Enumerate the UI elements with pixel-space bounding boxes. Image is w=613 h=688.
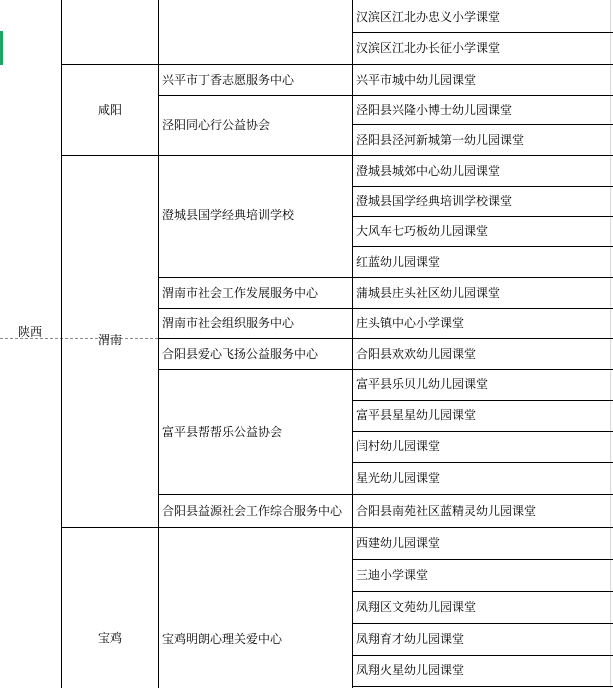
classroom-cell[interactable]: [356, 72, 476, 88]
org-cell[interactable]: [162, 72, 294, 88]
row-border: [158, 277, 613, 278]
column-border: [158, 0, 159, 688]
classroom-cell[interactable]: [356, 163, 500, 179]
classroom-label: 星光幼儿园课堂: [356, 471, 441, 485]
classroom-cell[interactable]: [356, 132, 524, 148]
row-border: [352, 216, 613, 217]
row-border: [352, 400, 613, 401]
classroom-cell[interactable]: [356, 254, 440, 270]
row-border: [352, 32, 613, 33]
row-border: [352, 655, 613, 656]
classroom-cell[interactable]: [356, 407, 476, 423]
classroom-label: 凤翔区文苑幼儿园课堂: [356, 600, 477, 614]
province-cell[interactable]: [18, 322, 42, 342]
row-border: [352, 186, 613, 187]
classroom-cell[interactable]: [356, 40, 500, 56]
classroom-label: 合阳县南苑社区蓝精灵幼儿园课堂: [356, 504, 537, 518]
row-border: [352, 462, 613, 463]
org-label: 富平县帮帮乐公益协会: [162, 425, 283, 439]
gridline: [610, 0, 611, 688]
city-label: 咸阳: [98, 103, 123, 117]
org-label: 泾阳同心行公益协会: [162, 118, 271, 132]
classroom-label: 西建幼儿园课堂: [356, 536, 441, 550]
classroom-label: 凤翔育才幼儿园课堂: [356, 632, 465, 646]
row-border: [158, 369, 613, 370]
classroom-cell[interactable]: [356, 9, 500, 25]
row-border: [352, 246, 613, 247]
classroom-label: 庄头镇中心小学课堂: [356, 316, 465, 330]
classroom-cell[interactable]: [356, 567, 428, 583]
column-border: [352, 0, 353, 688]
province-label: 陕西: [18, 325, 43, 339]
row-border: [61, 527, 613, 528]
classroom-label: 泾阳县兴隆小博士幼儿园课堂: [356, 103, 513, 117]
org-cell[interactable]: [162, 315, 294, 331]
classroom-label: 富平县星星幼儿园课堂: [356, 408, 477, 422]
row-border: [352, 591, 613, 592]
classroom-label: 澄城县国学经典培训学校课堂: [356, 194, 513, 208]
classroom-label: 兴平市城中幼儿园课堂: [356, 73, 477, 87]
row-border: [158, 95, 613, 96]
row-border: [158, 494, 613, 495]
org-cell[interactable]: [162, 207, 294, 223]
row-border: [158, 308, 613, 309]
classroom-label: 三迪小学课堂: [356, 568, 429, 582]
org-cell[interactable]: [162, 285, 318, 301]
row-border: [352, 623, 613, 624]
classroom-cell[interactable]: [356, 503, 536, 519]
city-cell[interactable]: [98, 331, 122, 349]
classroom-cell[interactable]: [356, 193, 512, 209]
city-label: 宝鸡: [98, 631, 123, 645]
org-label: 合阳县爱心飞扬公益服务中心: [162, 347, 319, 361]
row-border: [158, 338, 613, 339]
classroom-cell[interactable]: [356, 470, 440, 486]
city-cell[interactable]: [98, 629, 122, 647]
row-border: [352, 431, 613, 432]
classroom-cell[interactable]: [356, 631, 464, 647]
classroom-cell[interactable]: [356, 102, 512, 118]
org-cell[interactable]: [162, 631, 282, 647]
city-label: 渭南: [98, 333, 123, 347]
org-label: 澄城县国学经典培训学校: [162, 208, 295, 222]
classroom-cell[interactable]: [356, 223, 488, 239]
org-label: 渭南市社会工作发展服务中心: [162, 286, 319, 300]
classroom-cell[interactable]: [356, 346, 476, 362]
org-cell[interactable]: [162, 424, 282, 440]
classroom-label: 泾阳县泾河新城第一幼儿园课堂: [356, 133, 525, 147]
classroom-cell[interactable]: [356, 438, 440, 454]
classroom-label: 汉滨区江北办长征小学课堂: [356, 41, 501, 55]
org-label: 合阳县益源社会工作综合服务中心: [162, 503, 343, 518]
row-border: [61, 155, 613, 156]
row-border: [352, 686, 613, 687]
classroom-label: 凤翔火星幼儿园课堂: [356, 663, 465, 677]
classroom-cell[interactable]: [356, 315, 464, 331]
org-label: 兴平市丁香志愿服务中心: [162, 73, 295, 87]
row-border: [352, 124, 613, 125]
classroom-label: 蒲城县庄头社区幼儿园课堂: [356, 286, 501, 300]
classroom-cell[interactable]: [356, 376, 488, 392]
classroom-label: 合阳县欢欢幼儿园课堂: [356, 347, 477, 361]
org-label: 宝鸡明朗心理关爱中心: [162, 632, 283, 646]
org-cell[interactable]: [162, 346, 318, 362]
classroom-cell[interactable]: [356, 285, 500, 301]
row-border: [61, 64, 613, 65]
selection-indicator: [0, 31, 3, 65]
org-label: 渭南市社会组织服务中心: [162, 316, 295, 330]
classroom-cell[interactable]: [356, 599, 476, 615]
org-cell[interactable]: [162, 496, 348, 526]
classroom-cell[interactable]: [356, 535, 440, 551]
classroom-cell[interactable]: [356, 662, 464, 678]
classroom-label: 红蓝幼儿园课堂: [356, 255, 441, 269]
classroom-label: 闫村幼儿园课堂: [356, 439, 441, 453]
org-cell[interactable]: [162, 117, 270, 133]
column-border: [61, 0, 62, 688]
classroom-label: 澄城县城郊中心幼儿园课堂: [356, 164, 501, 178]
classroom-label: 富平县乐贝儿幼儿园课堂: [356, 377, 489, 391]
classroom-label: 汉滨区江北办忠义小学课堂: [356, 10, 501, 24]
row-border: [352, 559, 613, 560]
city-cell[interactable]: [98, 101, 122, 119]
classroom-label: 大风车七巧板幼儿园课堂: [356, 224, 489, 238]
